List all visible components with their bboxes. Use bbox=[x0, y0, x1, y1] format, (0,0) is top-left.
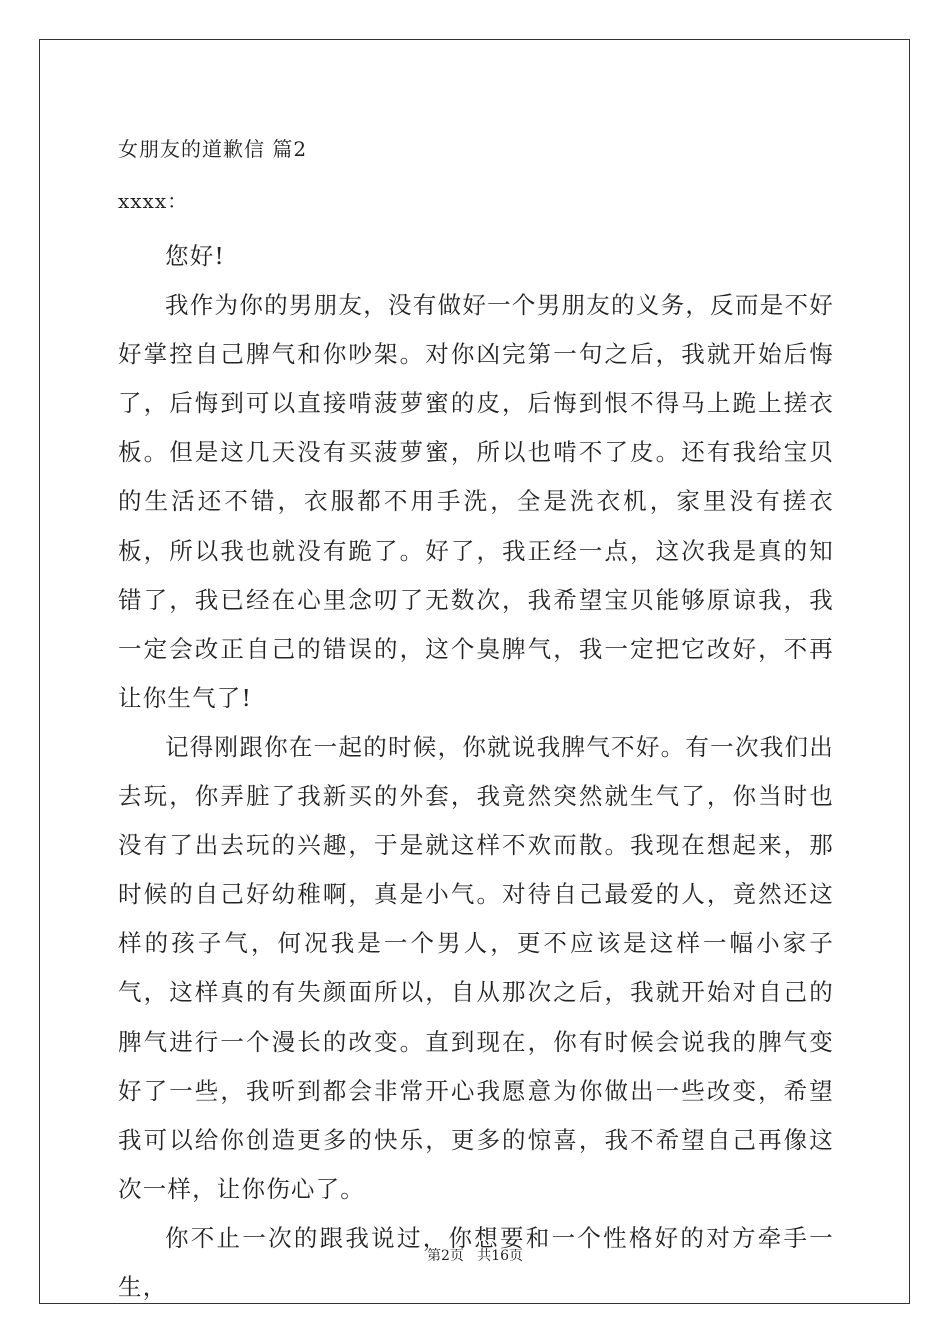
letter-body bbox=[118, 232, 834, 1312]
body-paragraph: 记得刚跟你在一起的时候，你就说我脾气不好。有一次我们出去玩，你弄脏了我新买的外套，我竟然突然就生气了，你当时也没有了出去玩的兴趣，于是就这样不欢而散。我现在想起来，那时候的自己好幼稚啊，真是小气。对待自己最爱的人，竟然还这样的孩子气，何况我是一个男人，更不应该是这样一幅小家子气，这样真的有失颜面所以，自从那次之后，我就开始对自己的脾气进行一个漫长的改变。直到现在，你有时候会说我的脾气变好了一些，我听到都会非常开心我愿意为你做出一些改变，希望我可以给你创造更多的快乐，更多的惊喜，我不希望自己再像这次一样，让你伤心了。 bbox=[118, 732, 834, 1203]
body-paragraph: 你不止一次的跟我说过，你想要和一个性格好的对方牵手一生， bbox=[118, 1223, 834, 1301]
salutation: xxxx： bbox=[118, 189, 189, 213]
document-title: 女朋友的道歉信 篇2 bbox=[118, 137, 308, 161]
greeting-paragraph: 您好! bbox=[165, 242, 226, 270]
body-paragraph: 我作为你的男朋友，没有做好一个男朋友的义务，反而是不好好掌控自己脾气和你吵架。对你凶完第一句之后，我就开始后悔了，后悔到可以直接啃菠萝蜜的皮，后悔到恨不得马上跪上搓衣板。但是这几天没有买菠萝蜜，所以也啃不了皮。还有我给宝贝的生活还不错，衣服都不用手洗，全是洗衣机，家里没有搓衣板，所以我也就没有跪了。好了，我正经一点，这次我是真的知错了，我已经在心里念叨了无数次，我希望宝贝能够原谅我，我一定会改正自己的错误的，这个臭脾气，我一定把它改好，不再让你生气了! bbox=[118, 291, 834, 712]
page-number-footer: 第2页 共16页 bbox=[426, 1248, 524, 1264]
